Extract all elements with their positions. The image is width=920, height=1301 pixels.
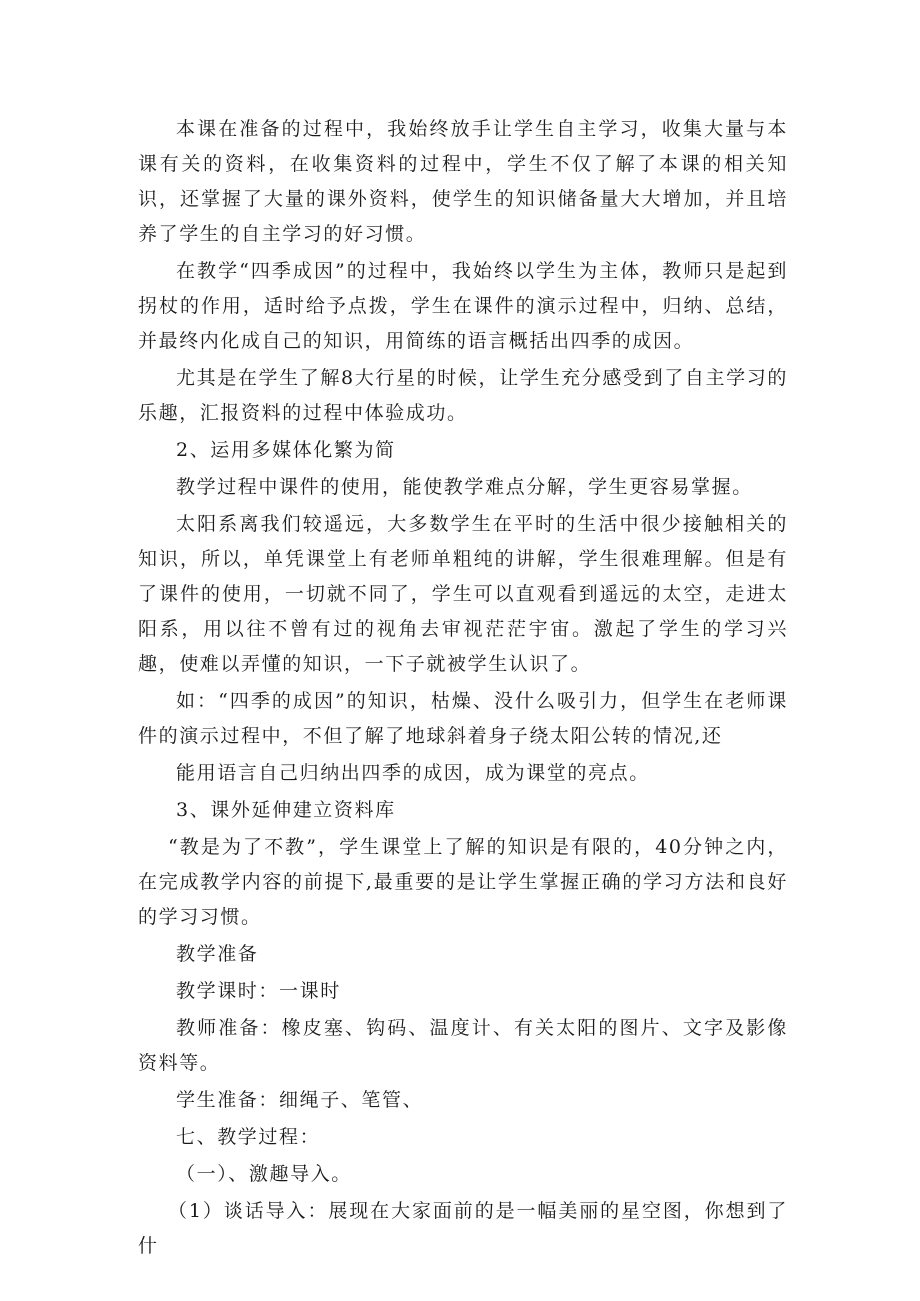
paragraph-8: “教是为了不教”，学生课堂上了解的知识是有限的，40分钟之内，在完成教学内容的前提下,最重要的是让学生掌握正确的学习方法和良好的学习习惯。 <box>138 836 788 928</box>
paragraph-class-hours: 教学课时：一课时 <box>176 980 341 1002</box>
paragraph-4: 教学过程中课件的使用，能使教学难点分解，学生更容易掌握。 <box>176 476 753 498</box>
heading-teaching-prep: 教学准备 <box>176 943 259 965</box>
paragraph-5: 太阳系离我们较遥远，大多数学生在平时的生活中很少接触相关的知识，所以，单凭课堂上有老师单粗纯的讲解，学生很难理解。但是有了课件的使用，一切就不同了，学生可以直观看到遥远的太空，走进太阳系，用以往不曾有过的视角去审视茫茫宇宙。激起了学生的学习兴趣，使难以弄懂的知识，一下子就被学生认识了。 <box>138 513 788 675</box>
section-heading-3: 3、课外延伸建立资料库 <box>176 799 396 821</box>
paragraph-7: 能用语言自己归纳出四季的成因，成为课堂的亮点。 <box>176 762 650 784</box>
paragraph-teacher-prep: 教师准备：橡皮塞、钩码、温度计、有关太阳的图片、文字及影像资料等。 <box>138 1017 788 1074</box>
paragraph-3: 尤其是在学生了解8大行星的时候，让学生充分感受到了自主学习的乐趣，汇报资料的过程中体验成功。 <box>138 367 788 424</box>
paragraph-student-prep: 学生准备：细绳子、笔管、 <box>176 1089 424 1111</box>
paragraph-talk-intro: （1）谈话导入：展现在大家面前的是一幅美丽的星空图，你想到了什 <box>138 1200 788 1257</box>
section-heading-2: 2、运用多媒体化繁为简 <box>176 439 396 461</box>
paragraph-6: 如：“四季的成因”的知识，枯燥、没什么吸引力，但学生在老师课件的演示过程中，不但了解了地球斜着身子绕太阳公转的情况,还 <box>138 690 788 747</box>
subheading-intro: （一）、激趣导入。 <box>176 1163 352 1185</box>
heading-teaching-process: 七、教学过程： <box>176 1126 321 1148</box>
paragraph-2: 在教学“四季成因”的过程中，我始终以学生为主体，教师只是起到拐杖的作用，适时给予点拨，学生在课件的演示过程中，归纳、总结，并最终内化成自己的知识，用简练的语言概括出四季的成因。 <box>138 260 788 352</box>
document-body <box>138 112 788 1266</box>
paragraph-1: 本课在准备的过程中，我始终放手让学生自主学习，收集大量与本课有关的资料，在收集资料的过程中，学生不仅了解了本课的相关知识，还掌握了大量的课外资料，使学生的知识储备量大大增加，并且培养了学生的自主学习的好习惯。 <box>138 118 788 245</box>
